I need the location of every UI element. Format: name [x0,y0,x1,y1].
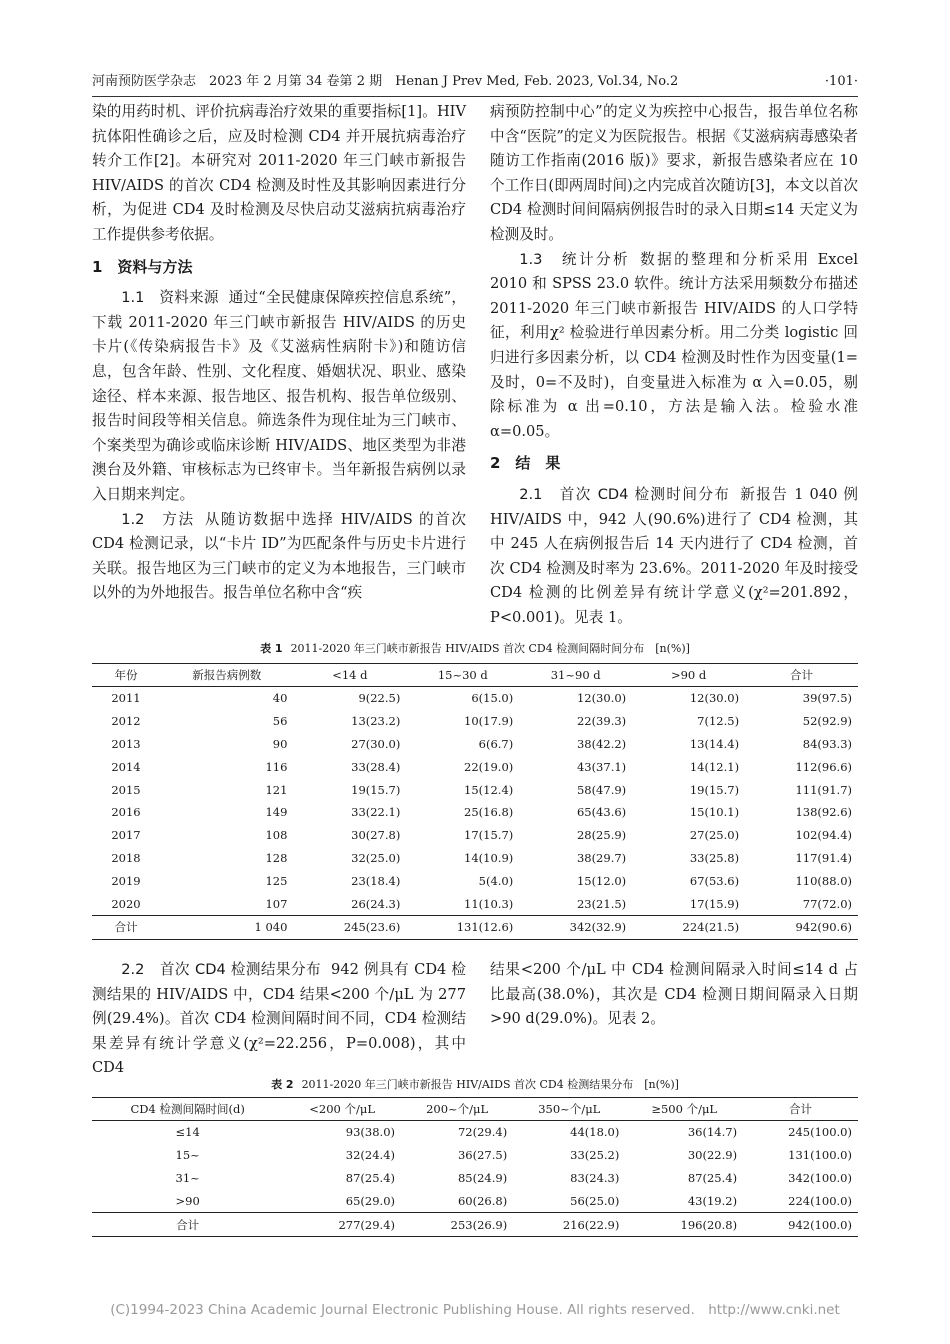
table-cell: 44(18.0) [570,1125,620,1140]
table-cell: 22(39.3) [576,714,627,729]
table-cell: 125 [265,873,288,888]
table-cell: 277(29.4) [283,1213,401,1237]
table-cell: 65(43.6) [576,805,627,820]
header-cell: <14 d [293,664,406,687]
table-cell: 17(15.9) [689,896,740,911]
table-cell: 25(16.8) [464,805,514,820]
table-row [92,778,858,801]
header-cell: 31~90 d [519,664,632,687]
table-cell: 102(94.4) [795,828,852,843]
table-cell: 52(92.9) [802,714,852,729]
table-cell: 合计 [92,915,160,939]
table-cell: 27(30.0) [351,736,401,751]
table-cell: 117(91.4) [795,850,852,865]
section-1-3-paragraph [490,248,858,445]
table-cell: 27(25.0) [689,828,740,843]
section-1-heading: 1 资料与方法 [92,257,193,276]
table-cell: 17(15.7) [464,828,514,843]
right-column-top [490,100,858,630]
section-1-3-title: 1.3 统计分析 [519,250,631,268]
table-cell: 196(20.8) [625,1213,743,1237]
table-cell: 93(38.0) [345,1125,396,1140]
table-row [92,1167,858,1190]
page-number: ·101· [824,74,858,89]
table-cell: 2020 [111,896,141,911]
header-cell: 350~个/μL [513,1098,625,1121]
table-cell: 43(19.2) [687,1193,738,1208]
table-cell: 128 [265,850,288,865]
table-cell: 2016 [111,805,141,820]
section-2-1-paragraph [490,483,858,631]
header-cell: 15~30 d [406,664,519,687]
table-cell: 77(72.0) [802,896,852,911]
section-1-2-text: 从随访数据中选择 HIV/AIDS 的首次 CD4 检测记录，以“卡片 ID”为匹配条件与历史卡片进行关联。报告地区为三门峡市的定义为本地报告，三门峡市以外的为外地报告。报告单位名称中含“疾 [92,510,466,602]
header-cell: 200~个/μL [401,1098,513,1121]
section-2-1-text: 新报告 1 040 例 HIV/AIDS 中，942 人(90.6%)进行了 CD4 检测，其中 245 人在病例报告后 14 天内进行了 CD4 检测，首次 CD4 检测及时率为 23.6%。2011-2020 年及时接受 CD4 检测的比例差异有统计学意义(χ²=201.892，P<0.001)。见表 1。 [490,485,859,626]
table-cell: 342(100.0) [788,1170,852,1185]
table-cell: 合计 [92,1213,283,1237]
table-cell: 2018 [111,850,141,865]
table-cell: 6(15.0) [471,691,514,706]
table-row [92,710,858,733]
section-1-2-paragraph [92,508,466,606]
table-cell: 32(25.0) [351,850,401,865]
table-total-row [92,1213,858,1237]
table-cell: 2011 [111,691,141,706]
table-cell: 22(19.0) [464,759,514,774]
table-cell: 108 [265,828,288,843]
table-cell: 13(14.4) [689,736,740,751]
table-2-caption [92,1076,858,1092]
table-cell: 2017 [111,828,141,843]
table-cell: 33(25.8) [689,850,740,865]
table-cell: 13(23.2) [351,714,401,729]
table-cell: 942(100.0) [743,1213,858,1237]
table-cell: 116 [265,759,288,774]
table-cell: 87(25.4) [687,1170,738,1185]
section-1-2-title: 1.2 方法 [121,510,195,528]
table-cell: 2015 [111,782,141,797]
section-1-1-text: 通过“全民健康保障疾控信息系统”，下载 2011-2020 年三门峡市新报告 HIV/AIDS 的历史卡片(《传染病报告卡》及《艾滋病性病附卡》)和随访信息，包含年龄、性别、文化程度、婚姻状况、职业、感染途径、样本来源、报告地区、报告机构、报告单位级别、报告时间段等相关信息。筛选条件为现住址为三门峡市、个案类型为确诊或临床诊断 HIV/AIDS、地区类型为非港澳台及外籍、审核标志为已终审卡。当年新报告病例以录入日期来判定。 [92,289,466,503]
table-2-header-row [92,1098,858,1121]
table-cell: 43(37.1) [576,759,627,774]
table-1-body [92,687,858,940]
table-cell: 111(91.7) [795,782,852,797]
table-cell: 253(26.9) [401,1213,513,1237]
table-1-header-row [92,664,858,687]
header-cell: 年份 [92,664,160,687]
table-cell: 56(25.0) [570,1193,620,1208]
table-cell: 1 040 [160,915,293,939]
table-cell: 33(22.1) [351,805,401,820]
header-cell: 新报告病例数 [160,664,293,687]
table-cell: 121 [265,782,288,797]
header-cell: <200 个/μL [283,1098,401,1121]
table-cell: 38(29.7) [576,850,627,865]
table-cell: 14(12.1) [689,759,740,774]
table-cell: 342(32.9) [519,915,632,939]
table-row [92,801,858,824]
header-cell: >90 d [632,664,745,687]
table-cell: 60(26.8) [457,1193,508,1208]
table-cell: 11(10.3) [464,896,514,911]
table-1-label: 表 1 [260,642,283,655]
left-column-bottom [92,958,466,1081]
table-row [92,892,858,915]
table-2-title: 2011-2020 年三门峡市新报告 HIV/AIDS 首次 CD4 检测结果分布 [n(%)] [301,1078,679,1091]
table-cell: 85(24.9) [457,1170,508,1185]
table-cell: 23(21.5) [576,896,627,911]
section-1-3-text: 数据的整理和分析采用 Excel 2010 和 SPSS 23.0 软件。统计方法采用频数分布描述 2011-2020 年三门峡市新报告 HIV/AIDS 的人口学特征，利用χ² 检验进行单因素分析。用二分类 logistic 回归进行多因素分析，以 CD4 检测及时性作为因变量(1=及时，0=不及时)，自变量进入标准为 α 入=0.05，剔除标准为 α 出=0.10，方法是输入法。检验水准 α=0.05。 [490,250,858,440]
left-column-top [92,100,466,606]
table-cell: 90 [272,736,288,751]
table-cell: 112(96.6) [795,759,852,774]
table-cell: 72(29.4) [457,1125,508,1140]
table-cell: 131(100.0) [788,1148,852,1163]
table-cell: 138(92.6) [795,805,852,820]
table-2 [92,1097,858,1237]
table-cell: 14(10.9) [464,850,514,865]
table-cell: 32(24.4) [345,1148,396,1163]
table-cell: ≤14 [175,1125,200,1140]
header-cell: CD4 检测间隔时间(d) [92,1098,283,1121]
table-row [92,687,858,710]
table-total-row [92,915,858,939]
table-cell: 56 [272,714,288,729]
table-cell: 15(12.4) [464,782,514,797]
table-cell: 19(15.7) [351,782,401,797]
table-1-caption [92,640,858,656]
table-row [92,869,858,892]
table-row [92,847,858,870]
table-cell: 84(93.3) [802,736,852,751]
section-2-2-continued: 结果<200 个/μL 中 CD4 检测间隔录入时间≤14 d 占比最高(38.0%)，其次是 CD4 检测日期间隔录入日期>90 d(29.0%)。见表 2。 [490,961,858,1028]
table-cell: 224(100.0) [788,1193,852,1208]
table-cell: 87(25.4) [345,1170,396,1185]
table-cell: 30(22.9) [687,1148,738,1163]
table-cell: 942(90.6) [745,915,858,939]
table-cell: 12(30.0) [576,691,627,706]
table-cell: 224(21.5) [632,915,745,939]
table-cell: 7(12.5) [697,714,740,729]
copyright-footer: (C)1994-2023 China Academic Journal Electronic Publishing House. All rights reserved. http://www.cnki.net [110,1302,840,1318]
table-cell: 6(6.7) [478,736,514,751]
right-column-bottom [490,958,858,1032]
table-cell: 83(24.3) [570,1170,620,1185]
table-cell: 58(47.9) [576,782,627,797]
table-cell: 67(53.6) [689,873,740,888]
table-2-body [92,1121,858,1237]
table-cell: 245(23.6) [293,915,406,939]
header-cell: 合计 [743,1098,858,1121]
table-cell: 23(18.4) [351,873,401,888]
section-1-1-paragraph [92,286,466,507]
table-cell: 10(17.9) [464,714,514,729]
header-rule [92,96,858,97]
running-header [92,70,858,94]
section-1-1-title: 1.1 资料来源 [121,289,219,307]
section-2-2-title: 2.2 首次 CD4 检测结果分布 [121,961,322,978]
table-cell: 36(14.7) [687,1125,738,1140]
table-cell: 38(42.2) [576,736,627,751]
table-cell: 216(22.9) [513,1213,625,1237]
table-cell: 31~ [175,1170,200,1185]
table-1 [92,663,858,940]
table-cell: 5(4.0) [478,873,514,888]
section-2-1-title: 2.1 首次 CD4 检测时间分布 [519,485,731,503]
table-cell: 107 [265,896,288,911]
table-cell: 65(29.0) [345,1193,396,1208]
table-cell: 15(10.1) [689,805,740,820]
table-cell: 33(28.4) [351,759,401,774]
section-2-2-text: 942 例具有 CD4 检测结果的 HIV/AIDS 中，CD4 结果<200 个/μL 为 277 例(29.4%)。首次 CD4 检测间隔时间不同，CD4 检测结果差异有统计学意义(χ²=22.256，P=0.008)，其中 CD4 [92,961,466,1077]
table-row [92,733,858,756]
table-2-label: 表 2 [271,1078,294,1091]
table-row [92,1121,858,1144]
table-cell: 15~ [175,1148,200,1163]
table-cell: 245(100.0) [788,1125,852,1140]
table-cell: 149 [265,805,288,820]
table-cell: 36(27.5) [457,1148,508,1163]
table-cell: 2014 [111,759,141,774]
table-row [92,755,858,778]
table-cell: 33(25.2) [570,1148,620,1163]
table-row [92,824,858,847]
header-cell: ≥500 个/μL [625,1098,743,1121]
section-2-2-paragraph [92,958,466,1081]
table-row [92,1189,858,1212]
table-cell: 28(25.9) [576,828,627,843]
table-cell: 19(15.7) [689,782,740,797]
table-cell: 26(24.3) [351,896,401,911]
table-cell: 9(22.5) [358,691,401,706]
table-cell: 40 [272,691,288,706]
table-cell: 2013 [111,736,141,751]
table-cell: 12(30.0) [689,691,740,706]
table-cell: 39(97.5) [802,691,852,706]
table-cell: 2012 [111,714,141,729]
table-cell: 30(27.8) [351,828,401,843]
header-cell: 合计 [745,664,858,687]
journal-citation: 河南预防医学杂志 2023 年 2 月第 34 卷第 2 期 Henan J Prev Med, Feb. 2023, Vol.34, No.2 [92,74,679,89]
section-2-heading: 2 结 果 [490,454,561,473]
table-1-title: 2011-2020 年三门峡市新报告 HIV/AIDS 首次 CD4 检测间隔时间分布 [n(%)] [290,642,690,655]
table-row [92,1144,858,1167]
table-cell: >90 [175,1193,200,1208]
definition-paragraph: 病预防控制中心”的定义为疾控中心报告，报告单位名称中含“医院”的定义为医院报告。根据《艾滋病病毒感染者随访工作指南(2016 版)》要求，新报告感染者应在 10 个工作日(即两周时间)之内完成首次随访[3]，本文以首次 CD4 检测时间间隔病例报告时的录入日期≤14 天定义为检测及时。 [490,103,858,243]
table-cell: 110(88.0) [795,873,852,888]
intro-paragraph: 染的用药时机、评价抗病毒治疗效果的重要指标[1]。HIV 抗体阳性确诊之后，应及时检测 CD4 并开展抗病毒治疗转介工作[2]。本研究对 2011-2020 年三门峡市新报告 HIV/AIDS 的首次 CD4 检测及时性及其影响因素进行分析，为促进 CD4 及时检测及尽快启动艾滋病抗病毒治疗工作提供参考依据。 [92,103,466,243]
table-cell: 15(12.0) [576,873,627,888]
table-cell: 2019 [111,873,141,888]
table-cell: 131(12.6) [406,915,519,939]
